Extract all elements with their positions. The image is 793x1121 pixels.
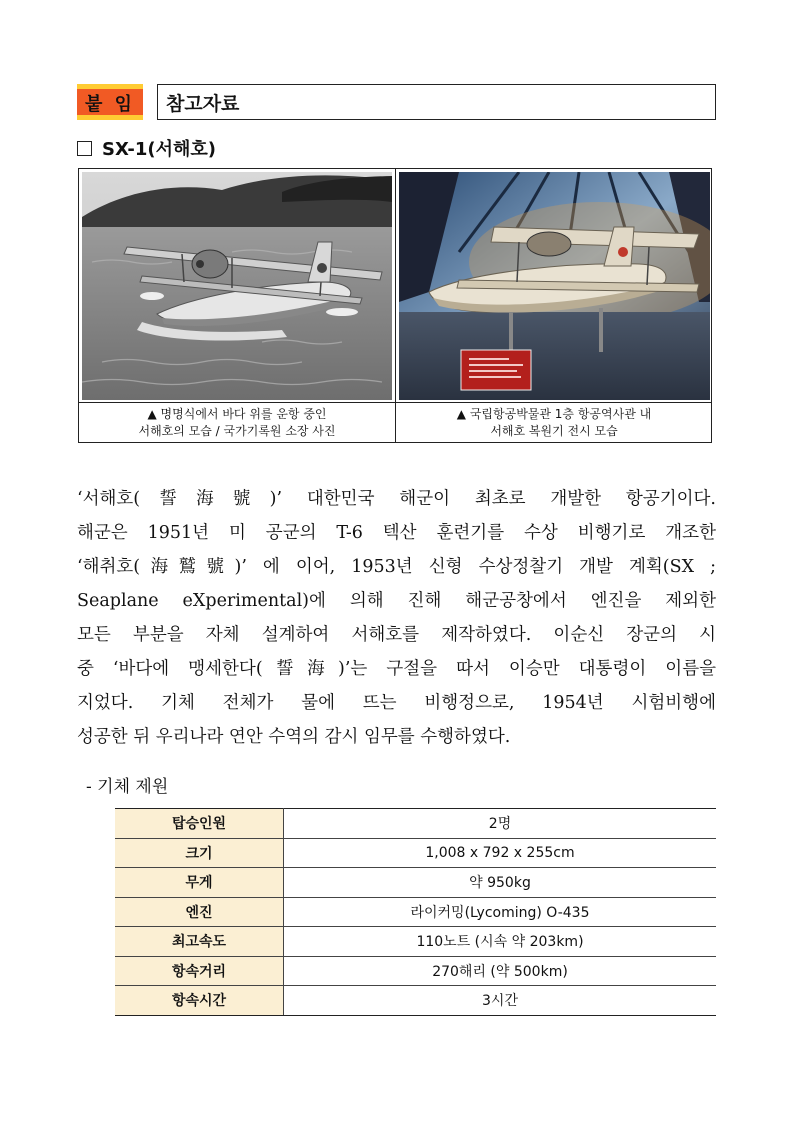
seaplane-museum-image [399,172,710,400]
page-title: 참고자료 [166,92,240,115]
spec-value: 약 950kg [284,868,717,898]
photo-caption-2-line1: ▲ 국립항공박물관 1층 항공역사관 내 [456,407,652,421]
table-row [115,956,716,986]
spec-value: 270해리 (약 500km) [284,956,717,986]
paragraph-line: Seaplane eXperimental)에 의해 진해 해군공창에서 엔진을 제외한 [77,591,716,611]
photo-caption-1 [79,404,395,442]
photo-caption-1-line2: 서해호의 모습 / 국가기록원 소장 사진 [138,424,336,438]
seaplane-bw-image [82,172,392,400]
table-row [115,868,716,898]
tag-stripe-bottom [77,115,143,120]
section-title: SX-1(서해호) [102,139,216,160]
photo-table [78,168,712,443]
section-heading [77,135,216,161]
spec-key: 크기 [115,838,284,868]
seaplane-historic-photo [82,172,392,400]
spec-value: 110노트 (시속 약 203km) [284,927,717,957]
page-title-box [157,84,716,120]
paragraph-line: ‘서해호(誓海號)’ 대한민국 해군이 최초로 개발한 항공기이다. [77,489,716,509]
photo-caption-2-line2: 서해호 복원기 전시 모습 [490,424,618,438]
spec-key: 최고속도 [115,927,284,957]
paragraph-line: ‘해취호(海鷲號)’ 에 이어, 1953년 신형 수상정찰기 개발 계획(SX ; [77,557,716,577]
spec-key: 항속시간 [115,986,284,1016]
table-row [115,927,716,957]
attachment-tag-label: 붙 임 [84,94,136,115]
spec-key: 무게 [115,868,284,898]
spec-key: 항속거리 [115,956,284,986]
description-paragraph [77,482,716,754]
table-row [115,986,716,1016]
tag-stripe-top [77,84,143,89]
table-row [115,897,716,927]
spec-key: 엔진 [115,897,284,927]
spec-value: 3시간 [284,986,717,1016]
paragraph-line: 지었다. 기체 전체가 물에 뜨는 비행정으로, 1954년 시험비행에 [77,693,716,713]
paragraph-line: 모든 부분을 자체 설계하여 서해호를 제작하였다. 이순신 장군의 시 [77,625,716,645]
seaplane-museum-photo [399,172,710,400]
table-row [115,838,716,868]
spec-table [115,808,716,1016]
spec-value: 라이커밍(Lycoming) O-435 [284,897,717,927]
spec-key: 탑승인원 [115,809,284,839]
photo-caption-1-line1: ▲ 명명식에서 바다 위를 운항 중인 [147,407,327,421]
paragraph-line: 성공한 뒤 우리나라 연안 수역의 감시 임무를 수행하였다. [77,727,511,747]
spec-heading: - 기체 제원 [86,777,169,797]
table-row [115,809,716,839]
paragraph-line: 해군은 1951년 미 공군의 T-6 텍산 훈련기를 수상 비행기로 개조한 [77,523,716,543]
spec-value: 2명 [284,809,717,839]
checkbox-icon [77,141,92,156]
spec-value: 1,008 x 792 x 255cm [284,838,717,868]
paragraph-line: 중 ‘바다에 맹세한다(誓海)’는 구절을 따서 이승만 대통령이 이름을 [77,659,716,679]
photo-caption-2 [397,404,711,442]
